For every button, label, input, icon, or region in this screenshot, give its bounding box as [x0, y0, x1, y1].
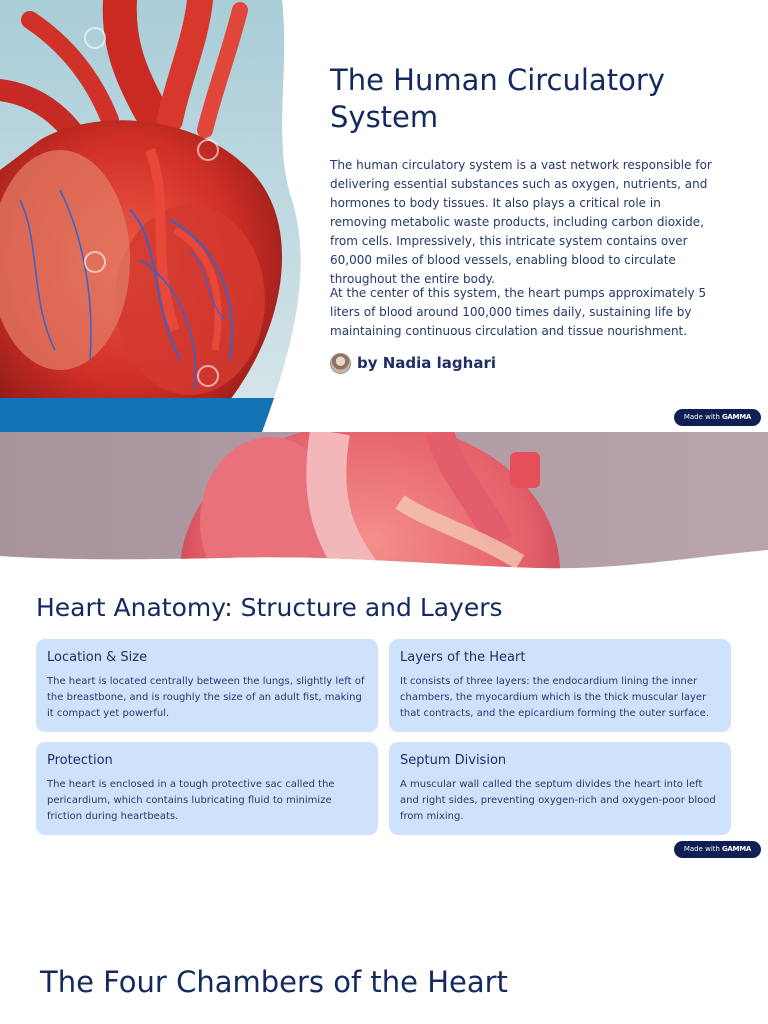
card-protection: [36, 742, 378, 835]
card-location-size: [36, 639, 378, 732]
card-title: Septum Division: [400, 753, 507, 768]
made-with-gamma-badge[interactable]: Made with GAMMA: [674, 409, 761, 426]
card-title: Location & Size: [47, 650, 148, 665]
section-title: The Four Chambers of the Heart: [40, 965, 508, 999]
slide-title: [0, 0, 768, 432]
heart-illustration: [0, 0, 310, 432]
card-text: It consists of three layers: the endocardium lining the inner chambers, the myocardium which is the thick muscular layer that contracts, and the epicardium forming the outer surface.: [400, 676, 709, 719]
author-byline: [330, 352, 496, 374]
card-text: The heart is enclosed in a tough protective sac called the pericardium, which contains lubricating fluid to minimize friction during heartbeats.: [47, 779, 335, 822]
gamma-logo: GAMMA: [721, 845, 751, 853]
page-title: The Human Circulatory System: [330, 63, 665, 134]
card-title: Layers of the Heart: [400, 650, 526, 665]
card-septum: [389, 742, 731, 835]
avatar: [330, 353, 351, 374]
card-title: Protection: [47, 753, 113, 768]
card-text: A muscular wall called the septum divides the heart into left and right sides, preventing oxygen-rich and oxygen-poor blood from mixing.: [400, 779, 716, 822]
made-with-gamma-badge[interactable]: Made with GAMMA: [674, 841, 761, 858]
gamma-logo: GAMMA: [721, 413, 751, 421]
heart-paragraph: At the center of this system, the heart pumps approximately 5 liters of blood around 100,000 times daily, sustaining life by maintaining continuous circulation and tissue nourishment.: [330, 286, 707, 338]
intro-paragraph: The human circulatory system is a vast network responsible for delivering essential substances such as oxygen, nutrients, and hormones to body tissues. It also plays a critical role in removing metabolic waste products, including carbon dioxide, from cells. Impressively, this intricate system contains over 60,000 miles of blood vessels, enabling blood to circulate throughout the entire body.: [330, 158, 712, 286]
card-layers: [389, 639, 731, 732]
card-text: The heart is located centrally between the lungs, slightly left of the breastbone, and is roughly the size of an adult fist, making it compact yet powerful.: [47, 676, 365, 719]
slide-four-chambers: [0, 864, 768, 1024]
section-title: Heart Anatomy: Structure and Layers: [36, 593, 503, 622]
heart-banner-image: [0, 432, 768, 572]
author-name: by Nadia laghari: [357, 354, 496, 372]
slide-heart-anatomy: [0, 432, 768, 864]
